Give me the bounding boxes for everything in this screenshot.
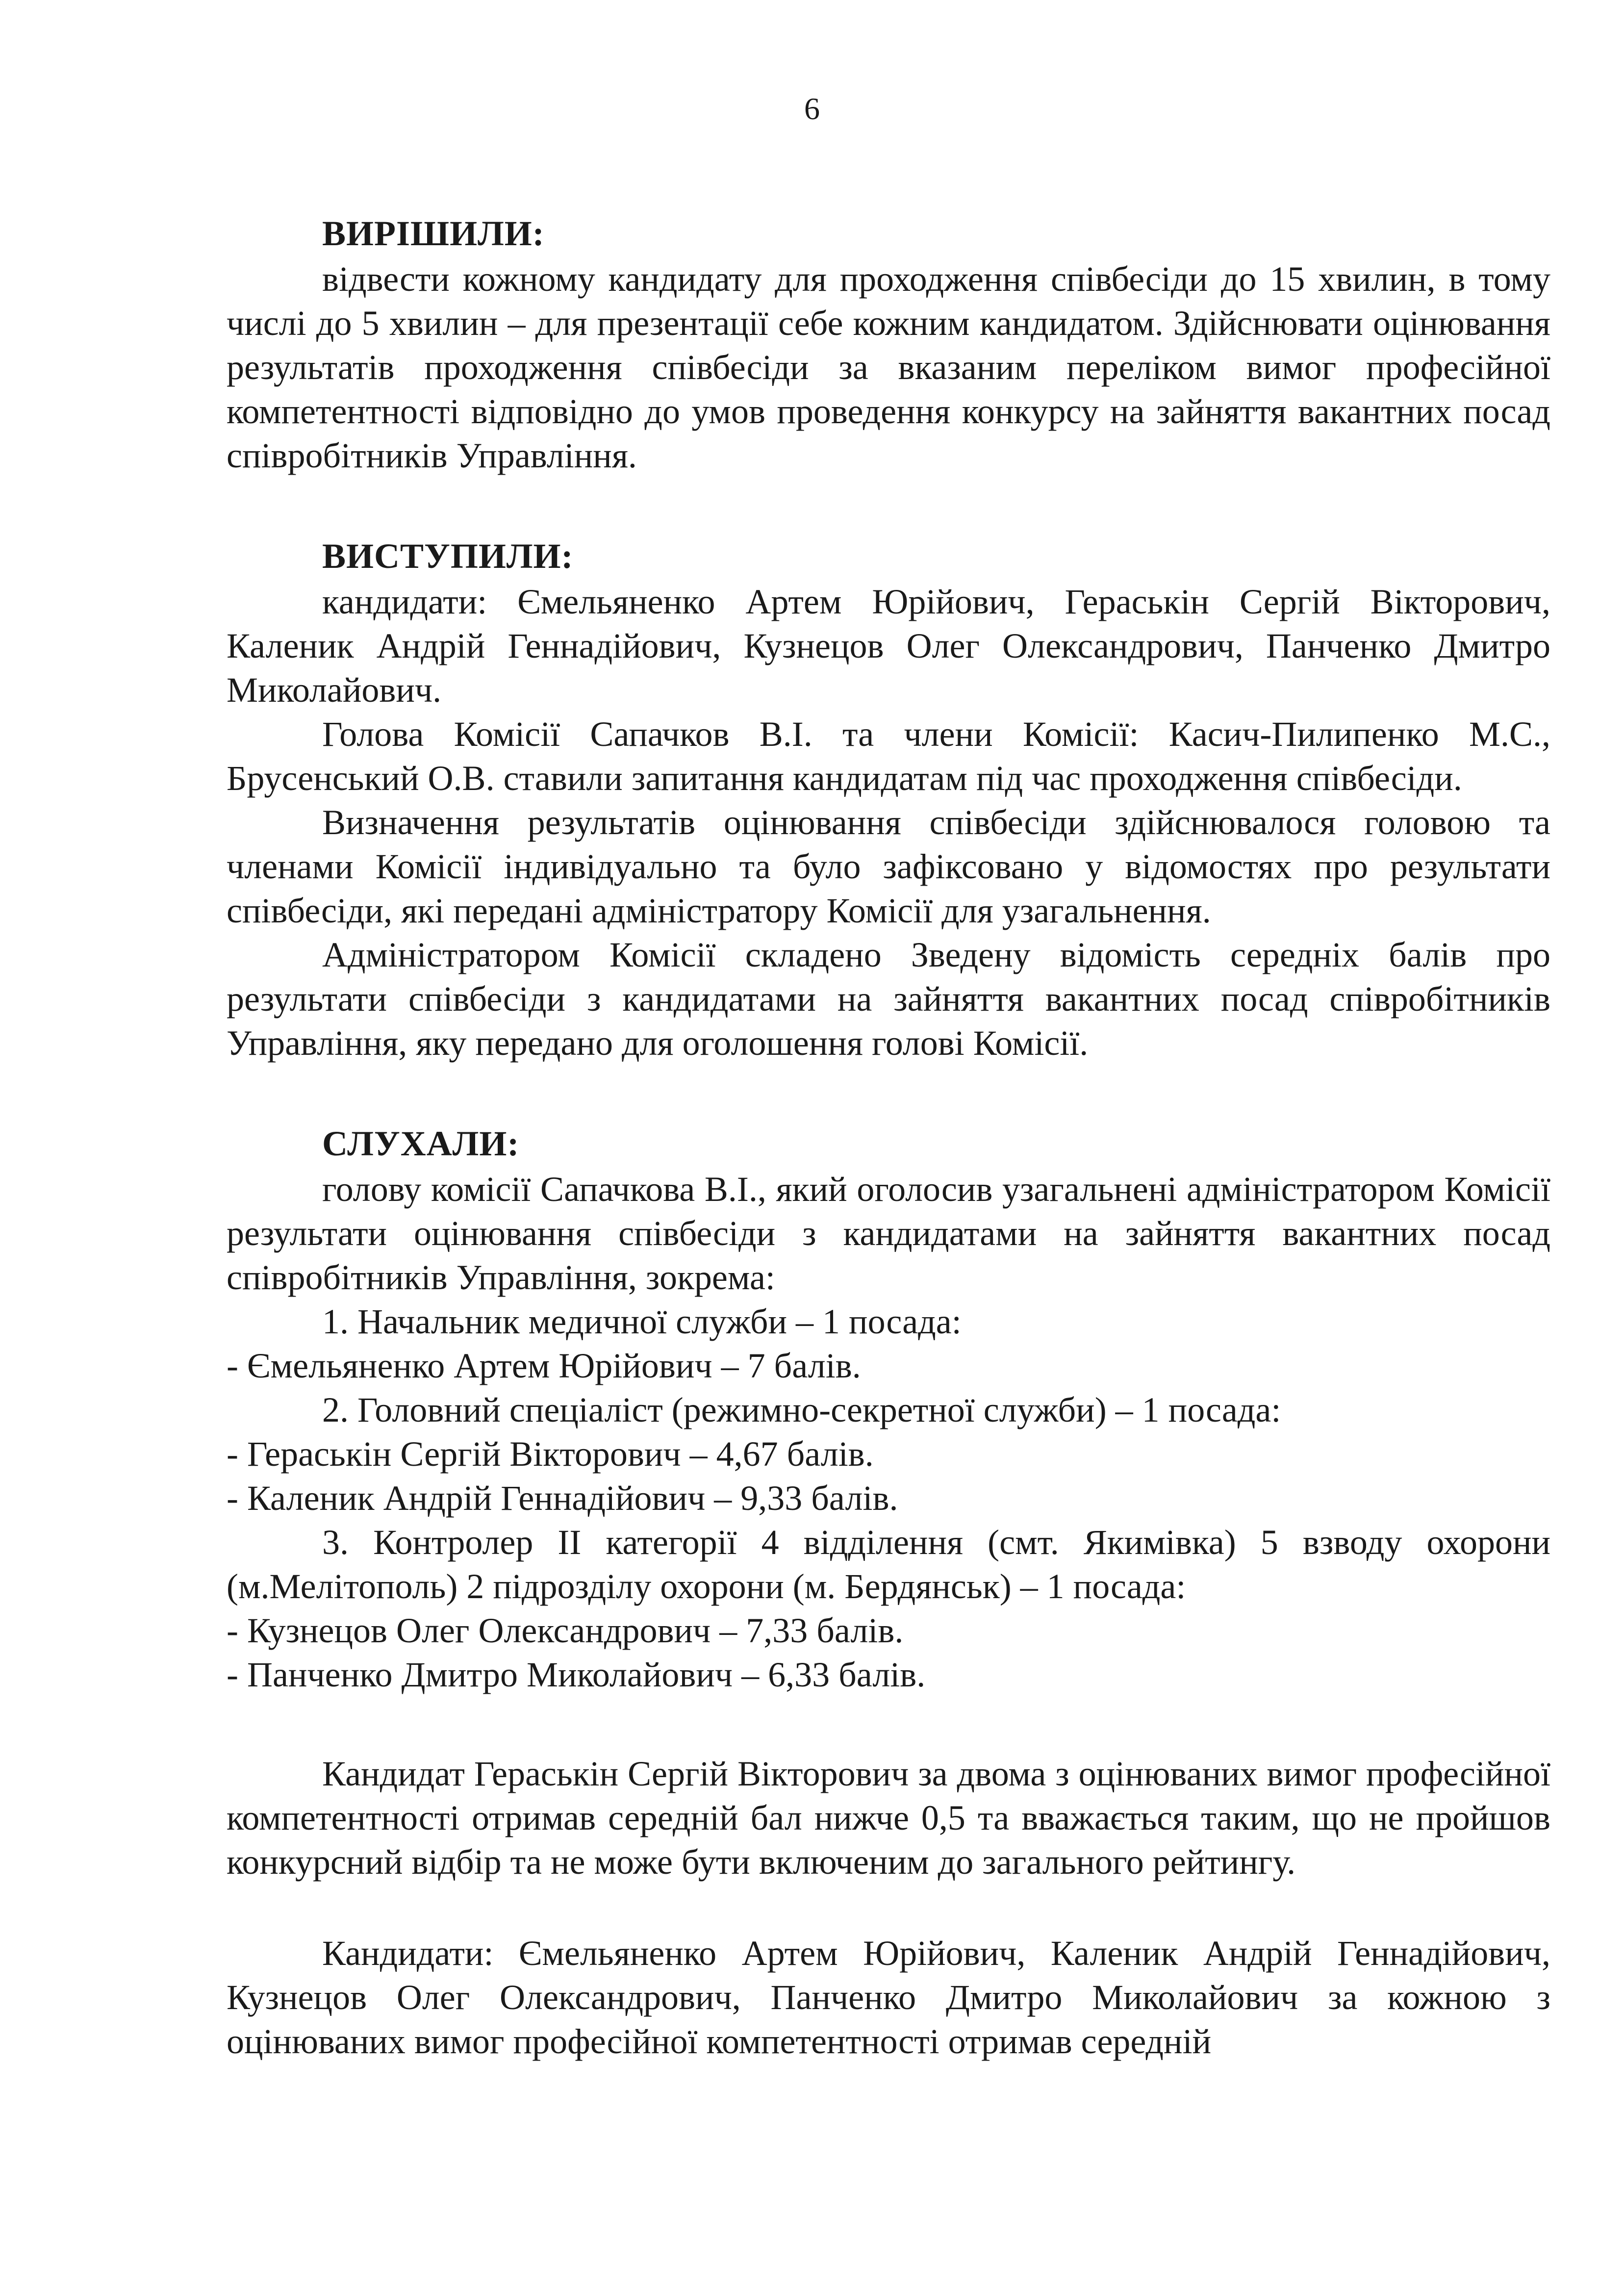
candidate-score: - Кузнецов Олег Олександрович – 7,33 балів.	[227, 1611, 904, 1650]
conclusion-paragraph: Кандидат Гераськін Сергій Вікторович за двома з оцінюваних вимог професійної компетентності отримав середній бал нижче 0,5 та вважається таким, що не пройшов конкурсний відбір та не може бути включеним до загального рейтингу.	[227, 1754, 1550, 1882]
section-decided	[227, 210, 1550, 478]
spoke-paragraph: Визначення результатів оцінювання співбесіди здійснювалося головою та членами Комісії індивідуально та було зафіксовано у відомостях про результати співбесіди, які передані адміністратору Комісії для узагальнення.	[227, 803, 1550, 930]
candidate-score: - Панченко Дмитро Миколайович – 6,33 балів.	[227, 1655, 926, 1694]
section-heading-heard: СЛУХАЛИ:	[322, 1124, 520, 1163]
heard-intro: голову комісії Сапачкова В.І., який оголосив узагальнені адміністратором Комісії результати оцінювання співбесіди з кандидатами на зайняття вакантних посад співробітників Управління, зокрема:	[227, 1170, 1550, 1297]
spoke-paragraph: Адміністратором Комісії складено Зведену відомість середніх балів про результати співбесіди з кандидатами на зайняття вакантних посад співробітників Управління, яку передано для оголошення голові Комісії.	[227, 935, 1550, 1063]
spoke-paragraph: Голова Комісії Сапачков В.І. та члени Комісії: Касич-Пилипенко М.С., Брусенський О.В. ставили запитання кандидатам під час проходження співбесіди.	[227, 714, 1550, 798]
page-number: 6	[804, 91, 820, 126]
section-spoke	[227, 533, 1550, 1065]
section-heading-spoke: ВИСТУПИЛИ:	[322, 536, 574, 576]
document-body	[227, 210, 1550, 2064]
conclusion-paragraph: Кандидати: Ємельяненко Артем Юрійович, Каленик Андрій Геннадійович, Кузнецов Олег Олександрович, Панченко Дмитро Миколайович за кожною з оцінюваних вимог професійної компетентності отримав середній	[227, 1934, 1550, 2061]
spoke-paragraph: кандидати: Ємельяненко Артем Юрійович, Гераськін Сергій Вікторович, Каленик Андрій Геннадійович, Кузнецов Олег Олександрович, Панченко Дмитро Миколайович.	[227, 582, 1550, 710]
candidate-score: - Каленик Андрій Геннадійович – 9,33 балів.	[227, 1478, 898, 1518]
section-heading-decided: ВИРІШИЛИ:	[322, 214, 545, 253]
position-title: 3. Контролер ІІ категорії 4 відділення (смт. Якимівка) 5 взводу охорони (м.Мелітополь) 2 підрозділу охорони (м. Бердянськ) – 1 посада:	[227, 1523, 1550, 1606]
section-heard	[227, 1120, 1550, 1697]
section-conclusion	[227, 1752, 1550, 2064]
decided-text: відвести кожному кандидату для проходження співбесіди до 15 хвилин, в тому числі до 5 хвилин – для презентації себе кожним кандидатом. Здійснювати оцінювання результатів проходження співбесіди за вказаним переліком вимог професійної компетентності відповідно до умов проведення конкурсу на зайняття вакантних посад співробітників Управління.	[227, 259, 1550, 475]
candidate-score: - Гераськін Сергій Вікторович – 4,67 балів.	[227, 1434, 874, 1474]
candidate-score: - Ємельяненко Артем Юрійович – 7 балів.	[227, 1346, 861, 1385]
position-title: 2. Головний спеціаліст (режимно-секретної служби) – 1 посада:	[322, 1390, 1281, 1429]
position-title: 1. Начальник медичної служби – 1 посада:	[322, 1302, 962, 1341]
